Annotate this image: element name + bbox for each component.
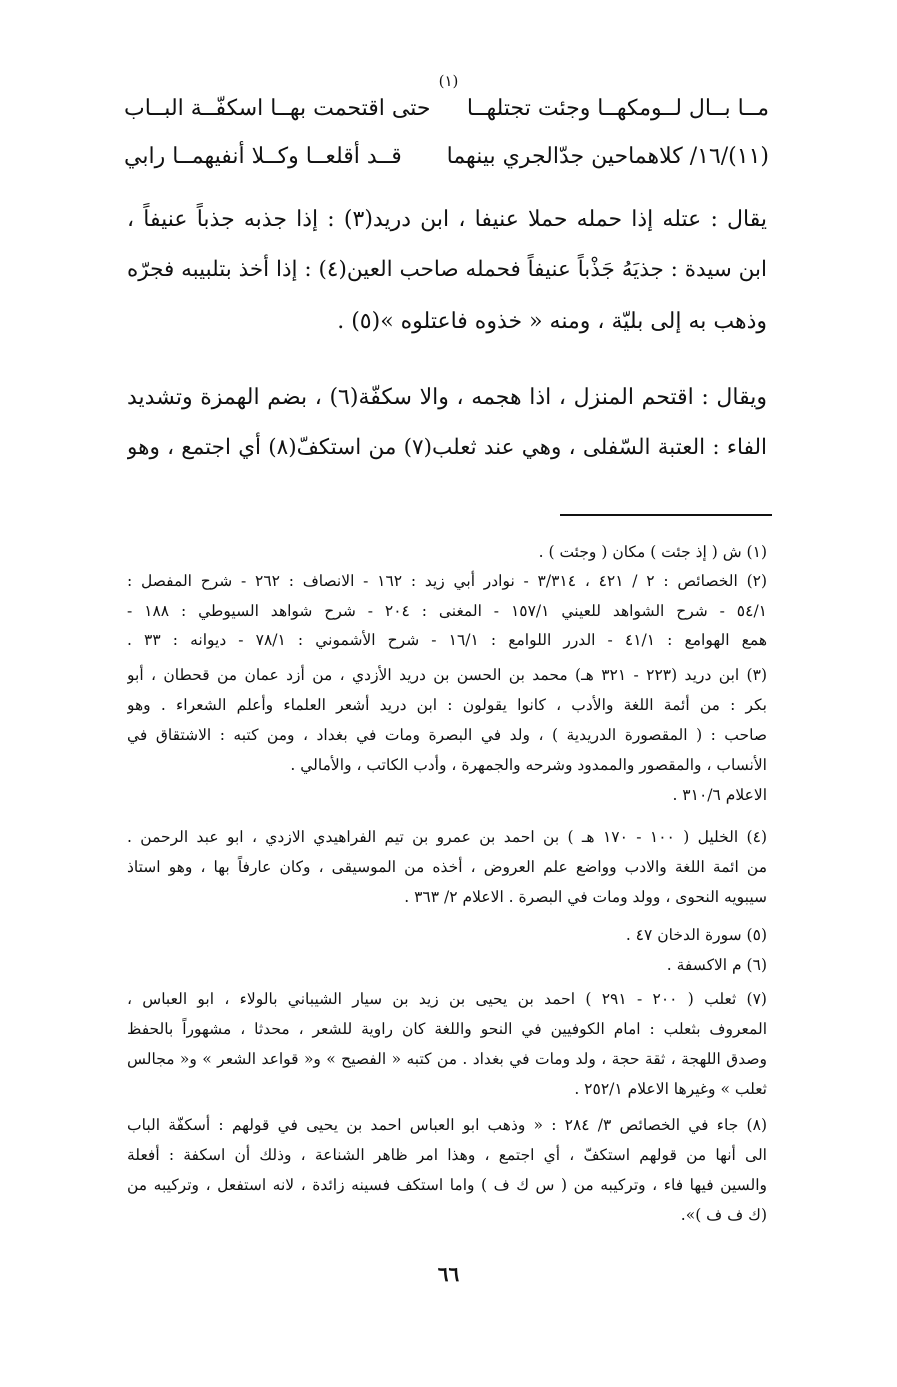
footnote-line: ثعلب » وغيرها الاعلام ٢٥٢/١ . xyxy=(574,1080,767,1098)
verse-hemistich-left: قــد أقلعــا وكــلا أنفيهمــا رابي xyxy=(124,144,402,169)
footnote-line: (٤) الخليل ( ١٠٠ - ١٧٠ هـ ) بن احمد بن عمرو بن تيم الفراهيدي الازدي ، ابو عبد الرحمن . xyxy=(127,828,767,846)
footnote-line: سيبويه النحوى ، وولد ومات في البصرة . الاعلام ٢/ ٣٦٣ . xyxy=(404,888,767,906)
verse-line-2 xyxy=(124,144,769,184)
page-number: ٦٦ xyxy=(437,1262,460,1286)
footnote-separator xyxy=(560,514,772,516)
footnote-line: (٦) م الاكسفة . xyxy=(666,956,767,974)
footnote-line: (٥) سورة الدخان ٤٧ . xyxy=(625,926,767,944)
footnote-line: (٨) جاء في الخصائص ٣/ ٢٨٤ : « وذهب ابو العباس احمد بن يحيى في قولهم : أسكفّة الباب xyxy=(127,1116,767,1134)
footnote-line: الأنساب ، والمقصور والممدود وشرحه والجمهرة ، وأدب الكاتب ، والأمالي . xyxy=(290,756,767,774)
footnote-line: والسين فيها فاء ، وتركيبه من ( س ك ف ) واما استكف فسينه زائدة ، لانه استفعل ، وتركيبه من xyxy=(127,1176,767,1194)
footnote-line: من ائمة اللغة والادب وواضع علم العروض ، أخذه من الموسيقى ، وكان عارفاً بها ، وهو استاذ xyxy=(127,858,767,876)
body-line: ويقال : اقتحم المنزل ، اذا هجمه ، والا سكفّة(٦) ، بضم الهمزة وتشديد xyxy=(127,385,767,410)
footnote-line: الى أنها من قولهم استكفّ ، أي اجتمع ، وهذا امر ظاهر الشناعة ، وذلك أن اسكفة : أفعلة xyxy=(127,1146,767,1164)
verse-hemistich-right: (١١)/١٦/ كلاهماحين جدّالجري بينهما xyxy=(446,144,769,169)
footnote-line: الاعلام ٣١٠/٦ . xyxy=(672,786,767,804)
footnote-line: همع الهوامع : ٤١/١ - الدرر اللوامع : ١٦/١ - شرح الأشموني : ٧٨/١ - ديوانه : ٣٣ . xyxy=(127,631,767,649)
verse-line-1 xyxy=(124,96,769,136)
body-line: ابن سيدة : جذيَهُ جَذْباً عنيفاً فحمله صاحب العين(٤) : إذا أخذ بتلبيبه فجرّه xyxy=(127,257,767,282)
body-line: الفاء : العتبة السّفلى ، وهي عند ثعلب(٧) من استكفّ(٨) أي اجتمع ، وهو xyxy=(127,435,767,460)
footnote-line: صاحب : ( المقصورة الدريدية ) ، ولد في البصرة ومات في بغداد ، ومن كتبه : الاشتقاق في xyxy=(127,726,767,744)
footnote-line: (٧) ثعلب ( ٢٠٠ - ٢٩١ ) احمد بن يحيى بن زيد بن سيار الشيباني بالولاء ، ابو العباس ، xyxy=(127,990,767,1008)
verse-footnote-marker: (١) xyxy=(438,72,459,90)
footnote-line: بكر : من أئمة اللغة والأدب ، كانوا يقولون : ابن دريد أشعر العلماء وأعلم الشعراء . وهو xyxy=(127,696,767,714)
footnote-line: ٥٤/١ - شرح الشواهد للعيني ١٥٧/١ - المغنى : ٢٠٤ - شرح شواهد السيوطي : ١٨٨ - xyxy=(127,602,767,620)
footnote-line: وصدق اللهجة ، ثقة حجة ، ولد ومات في بغداد . من كتبه « الفصيح » و« قواعد الشعر » و« مجالس xyxy=(127,1050,767,1068)
verse-hemistich-right: مــا بــال لــومكهــا وجئت تجتلهــا xyxy=(466,96,769,121)
footnote-line: (ك ف ف )». xyxy=(680,1206,767,1224)
body-line: وذهب به إلى بليّة ، ومنه « خذوه فاعتلوه »(٥) . xyxy=(337,309,767,334)
verse-hemistich-left: حتى اقتحمت بهــا اسكفّــة البــاب xyxy=(124,96,431,121)
footnote-line: (٣) ابن دريد (٢٢٣ - ٣٢١ هـ) محمد بن الحسن بن دريد الأزدي ، من أزد عمان من قحطان ، أبو xyxy=(127,666,767,684)
body-line: يقال : عتله إذا حمله حملا عنيفا ، ابن دريد(٣) : إذا جذبه جذباً عنيفاً ، xyxy=(127,207,767,232)
footnote-line: (١) ش ( إذ جئت ) مكان ( وجئت ) . xyxy=(538,543,767,561)
footnote-line: المعروف بثعلب : امام الكوفيين في النحو واللغة كان راوية للشعر ، محدثا ، مشهوراً بالحفظ xyxy=(127,1020,767,1038)
footnote-line: (٢) الخصائص : ٢ / ٤٢١ ، ٣/٣١٤ - نوادر أبي زيد : ١٦٢ - الانصاف : ٢٦٢ - شرح المفصل : xyxy=(127,572,767,590)
